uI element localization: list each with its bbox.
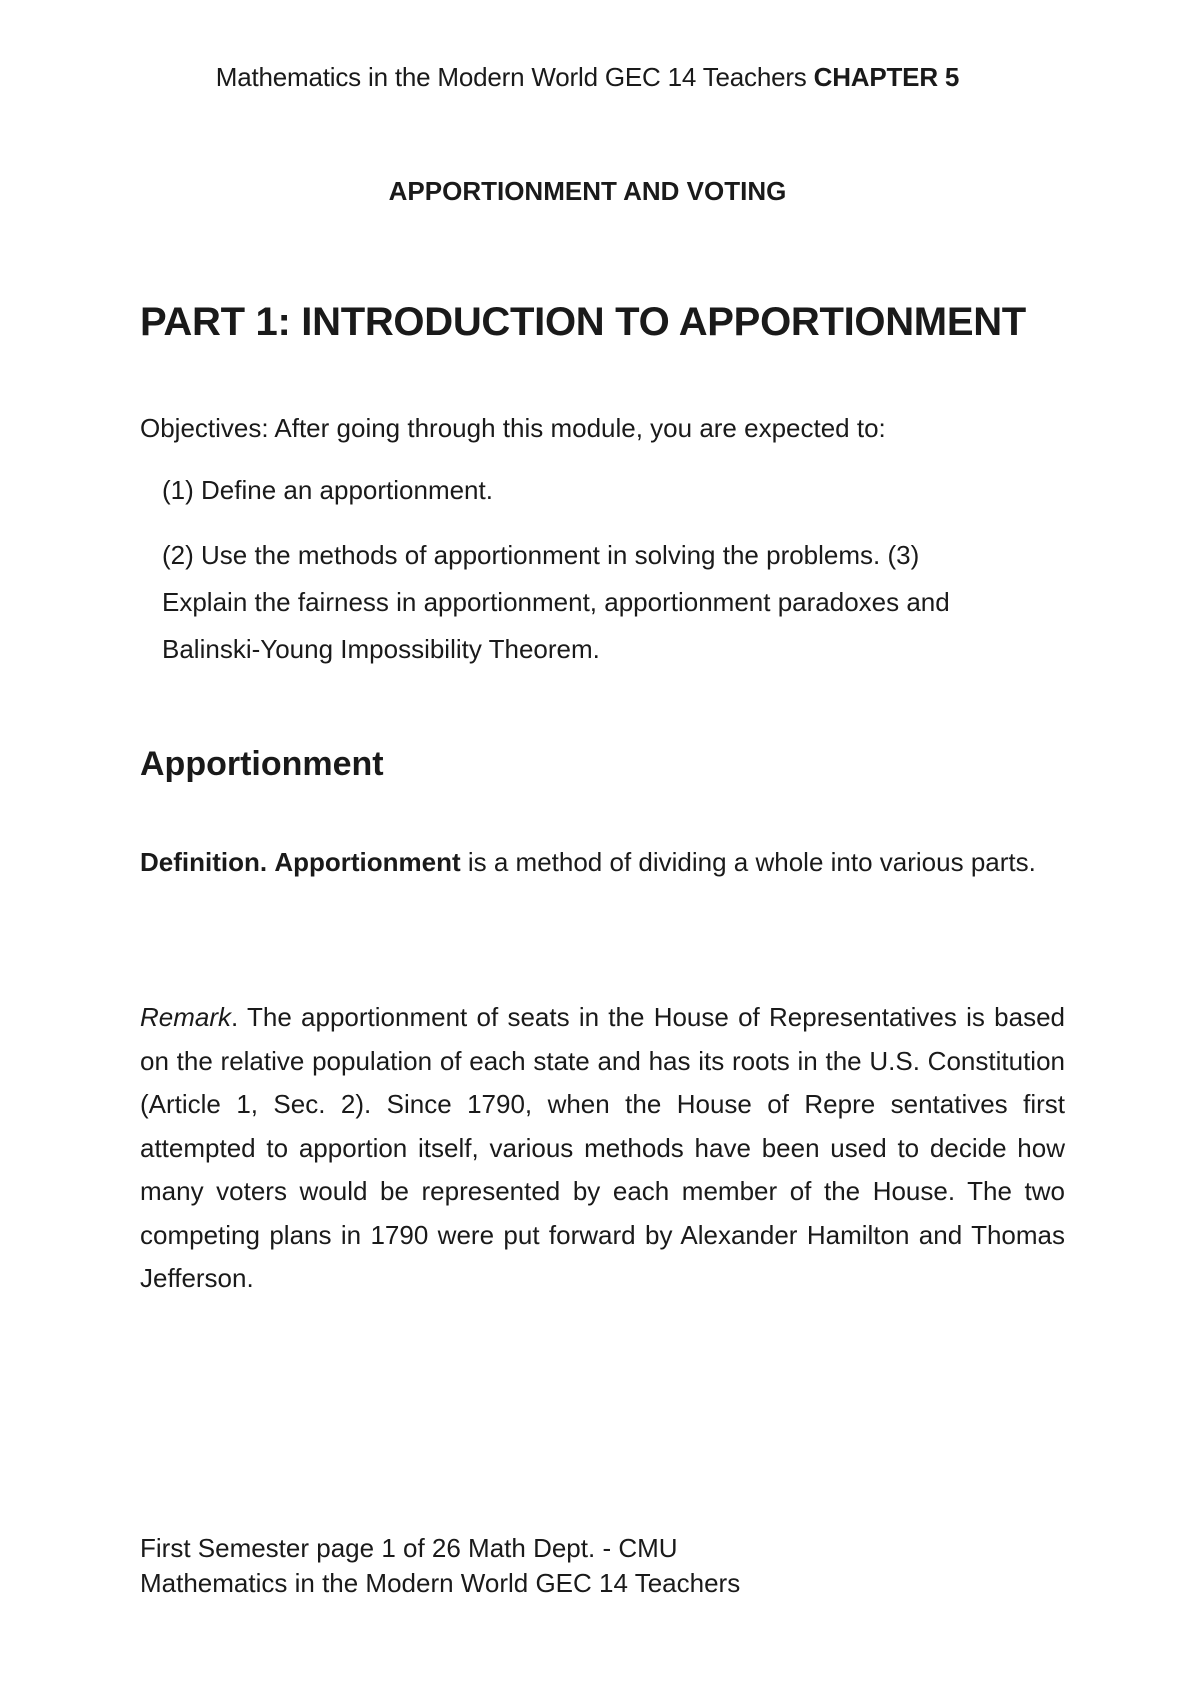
footer-line-1: First Semester page 1 of 26 Math Dept. - CMU	[140, 1533, 678, 1563]
objective-item-2-line-2: Explain the fairness in apportionment, apportionment paradoxes and	[162, 587, 950, 617]
definition-label: Definition.	[140, 847, 268, 877]
remark-paragraph	[140, 996, 1065, 1301]
objective-item-2	[162, 532, 950, 673]
remark-label: Remark	[140, 1002, 232, 1032]
definition-paragraph	[140, 840, 1075, 884]
remark-text: . The apportionment of seats in the House of Representatives is based on the relative population of each state and has its roots in the U.S. Constitution (Article 1, Sec. 2). Since 1790, when the House of Repre sentatives first attempted to apportion itself, various methods have been used to decide how many voters would be represented by each member of the House. The two competing plans in 1790 were put forward by Alexander Hamilton and Thomas Jefferson.	[140, 1002, 1065, 1293]
page-footer	[140, 1531, 740, 1601]
definition-text: is a method of dividing a whole into various parts.	[460, 847, 1036, 877]
part-title: PART 1: INTRODUCTION TO APPORTIONMENT	[140, 300, 1026, 344]
objective-item-1: (1) Define an apportionment.	[162, 475, 493, 505]
definition-term: Apportionment	[274, 847, 461, 877]
chapter-title: APPORTIONMENT AND VOTING	[388, 176, 787, 206]
objective-item-2-line-1: (2) Use the methods of apportionment in solving the problems. (3)	[162, 540, 920, 570]
running-header	[0, 62, 1175, 93]
footer-line-2: Mathematics in the Modern World GEC 14 Teachers	[140, 1568, 741, 1598]
objectives-intro: Objectives: After going through this module, you are expected to:	[140, 413, 886, 443]
header-course: Mathematics in the Modern World GEC 14 Teachers	[215, 62, 807, 92]
header-chapter: CHAPTER 5	[813, 62, 960, 92]
section-heading: Apportionment	[140, 745, 384, 783]
objective-item-2-line-3: Balinski-Young Impossibility Theorem.	[162, 634, 600, 664]
